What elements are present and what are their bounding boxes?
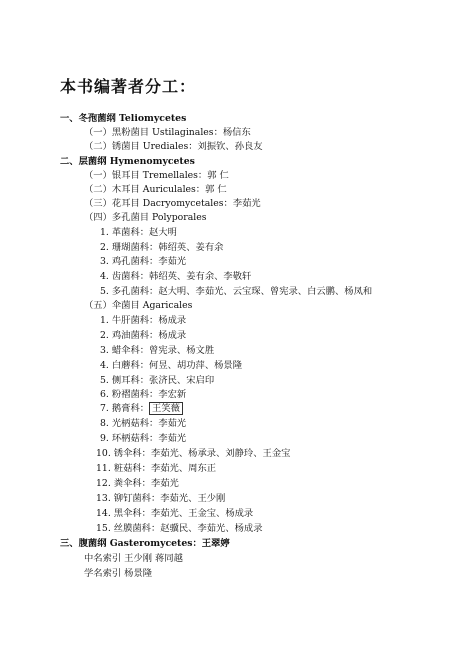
list-item: 4. 齿菌科：韩绍英、姜有余、李敬轩 bbox=[100, 271, 252, 282]
list-item: 5. 侧耳科：张济民、宋启印 bbox=[100, 375, 215, 386]
order-polyporales: （四）多孔菌目 Polyporales bbox=[84, 212, 207, 223]
list-item: 15. 丝膜菌科：赵骥民、李茹光、杨成录 bbox=[96, 523, 263, 534]
list-item: 14. 黑伞科：李茹光、王金宝、杨成录 bbox=[96, 508, 254, 519]
list-item: 6. 粉褶菌科：李宏新 bbox=[100, 389, 187, 400]
list-item: 5. 多孔菌科：赵大明、李茹光、云宝琛、曾宪录、白云鹏、杨凤和 bbox=[100, 286, 373, 297]
list-item: 2. 珊瑚菌科：韩绍英、姜有余 bbox=[100, 242, 224, 253]
index-chinese-names: 中名索引 王少刚 蒋同越 bbox=[84, 553, 183, 564]
order-agaricales: （五）伞菌目 Agaricales bbox=[84, 300, 193, 311]
page-title: 本书编著者分工： bbox=[60, 77, 197, 96]
list-item: 7. 鹅膏科： 王笑薇 bbox=[100, 403, 183, 414]
order-ustilaginales: （一）黑粉菌目 Ustilaginales：杨信东 bbox=[84, 127, 251, 138]
section-hymenomycetes: 二、层菌纲 Hymenomycetes bbox=[60, 156, 195, 167]
list-item: 9. 环柄菇科：李茹光 bbox=[100, 433, 187, 444]
boxed-author: 王笑薇 bbox=[149, 402, 183, 415]
order-tremellales: （一）银耳目 Tremellales：郭 仁 bbox=[84, 170, 229, 181]
order-auriculales: （二）木耳目 Auriculales：郭 仁 bbox=[84, 184, 227, 195]
list-item: 13. 铆钉菌科：李茹光、王少刚 bbox=[96, 493, 226, 504]
list-item: 11. 粧菇科：李茹光、周东正 bbox=[96, 463, 217, 474]
list-item: 10. 锈伞科：李茹光、杨承录、刘静玲、王金宝 bbox=[96, 448, 291, 459]
section-teliomycetes: 一、冬孢菌纲 Teliomycetes bbox=[60, 113, 187, 124]
list-item: 3. 蜡伞科：曾宪录、杨文胜 bbox=[100, 345, 215, 356]
order-dacryomycetales: （三）花耳目 Dacryomycetales：李茹光 bbox=[84, 198, 261, 209]
list-item: 12. 粪伞科：李茹光 bbox=[96, 478, 179, 489]
order-urediales: （二）锈菌目 Urediales：刘振钦、孙良友 bbox=[84, 141, 263, 152]
section-gasteromycetes: 三、腹菌纲 Gasteromycetes：王翠婷 bbox=[60, 538, 230, 549]
index-latin-names: 学名索引 杨景隆 bbox=[84, 568, 153, 579]
list-item: 1. 革菌科：赵大明 bbox=[100, 227, 177, 238]
list-item: 1. 牛肝菌科：杨成录 bbox=[100, 315, 187, 326]
list-item: 3. 鸡孔菌科：李茹光 bbox=[100, 256, 187, 267]
list-item: 4. 白蘑科：何昱、胡功萍、杨景隆 bbox=[100, 360, 243, 371]
list-item: 2. 鸡油菌科：杨成录 bbox=[100, 330, 187, 341]
list-item: 8. 光柄菇科：李茹光 bbox=[100, 418, 187, 429]
